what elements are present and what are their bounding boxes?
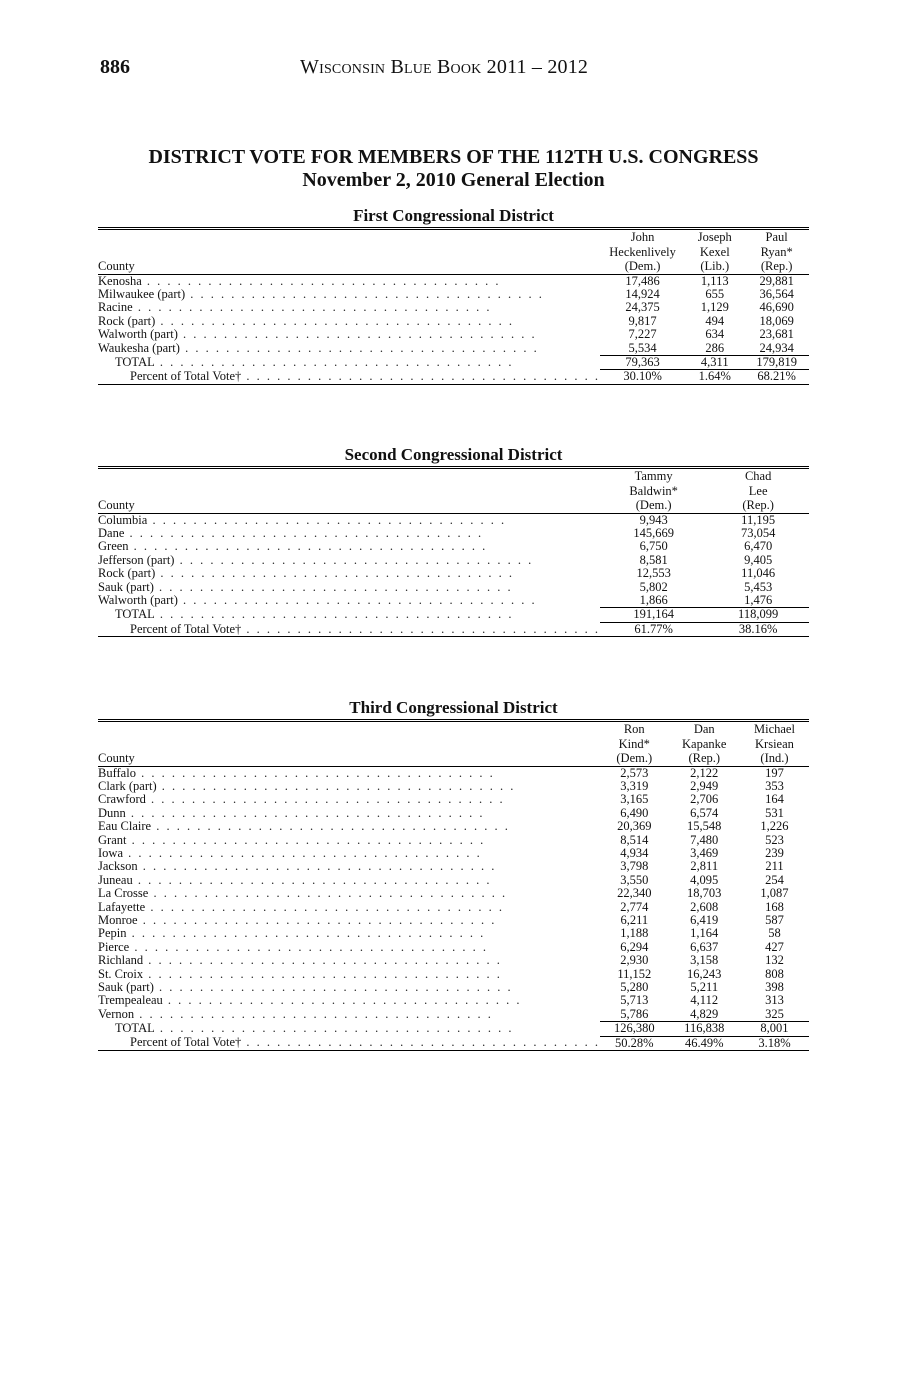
table-row [98,1008,809,1022]
dot-leader: . . . . . . . . . . . . . . . . . . . . . . . . . . . . . . . . . . . [241,1036,601,1050]
table-row [98,766,809,780]
table-row [98,927,809,940]
total-vote-count: 79,363 [600,355,685,369]
county-name: Sauk (part) [98,580,154,594]
candidate-header [744,229,809,275]
candidate-last: Kapanke [682,736,727,751]
candidate-party: (Lib.) [700,259,730,273]
candidate-first: John [630,230,655,244]
county-name: Trempealeau [98,994,163,1008]
percent-label: Percent of Total Vote† [130,622,242,636]
vote-count: 16,243 [687,966,722,981]
dot-leader: . . . . . . . . . . . . . . . . . . . . . . . . . . . . . . . . . . . [145,900,504,914]
vote-count: 11,195 [741,512,776,527]
percent-value: 68.21% [744,370,809,384]
county-column-header: County [98,751,135,765]
vote-count: 239 [765,845,784,860]
candidate-header [600,721,669,767]
county-name: St. Croix [98,967,144,981]
district-title: First Congressional District [353,206,554,225]
vote-count: 7,227 [628,327,657,342]
vote-count: 2,949 [690,778,719,793]
table-row [98,860,809,873]
vote-count: 22,340 [617,886,652,901]
dot-leader: . . . . . . . . . . . . . . . . . . . . . . . . . . . . . . . . . . . [155,567,515,581]
table-row [98,994,809,1007]
vote-count: 4,095 [690,872,719,887]
dot-leader: . . . . . . . . . . . . . . . . . . . . . . . . . . . . . . . . . . . [143,954,502,968]
page-title-line2: November 2, 2010 General Election [302,169,605,191]
vote-count: 3,319 [620,778,649,793]
percent-value: 1.64% [685,370,744,384]
page-title-line1: DISTRICT VOTE FOR MEMBERS OF THE 112TH U.S. CONGRESS [148,146,759,168]
candidate-first: Michael [753,722,795,736]
candidate-last: Lee [748,483,768,498]
table-row [98,941,809,954]
vote-count: 24,375 [625,300,660,315]
vote-count: 1,164 [690,926,719,941]
county-name: Dane [98,526,125,540]
vote-count: 2,774 [620,899,649,914]
table-row [98,807,809,820]
dot-leader: . . . . . . . . . . . . . . . . . . . . . . . . . . . . . . . . . . . [241,622,601,636]
vote-count: 1,866 [600,594,707,608]
vote-count: 1,226 [760,819,789,834]
dot-leader: . . . . . . . . . . . . . . . . . . . . . . . . . . . . . . . . . . . [126,927,486,941]
second-district-section [98,444,809,637]
vote-count: 2,930 [620,953,649,968]
percent-value: 61.77% [600,622,707,636]
table-row [98,567,809,580]
dot-leader: . . . . . . . . . . . . . . . . . . . . . . . . . . . . . . . . . . . [177,328,537,342]
percent-row [98,1036,809,1050]
vote-count: 1,113 [700,273,729,288]
table-row [98,834,809,847]
vote-count: 18,703 [687,886,722,901]
running-title: Wisconsin Blue Book 2011 – 2012 [300,56,589,78]
county-name: Clark (part) [98,779,157,793]
candidate-party: (Dem.) [624,259,661,273]
county-name: Kenosha [98,274,142,288]
dot-leader: . . . . . . . . . . . . . . . . . . . . . . . . . . . . . . . . . . . [137,913,497,927]
county-name: Walworth (part) [98,328,178,342]
percent-value: 46.49% [669,1036,740,1050]
vote-table [98,466,809,637]
table-row [98,780,809,793]
percent-value: 50.28% [600,1036,669,1050]
candidate-first: Paul [765,230,788,244]
dot-leader: . . . . . . . . . . . . . . . . . . . . . . . . . . . . . . . . . . . [185,287,544,301]
vote-count: 36,564 [759,286,794,301]
vote-count: 286 [685,342,744,356]
vote-count: 4,112 [690,993,719,1008]
dot-leader: . . . . . . . . . . . . . . . . . . . . . . . . . . . . . . . . . . . [151,820,510,834]
dot-leader: . . . . . . . . . . . . . . . . . . . . . . . . . . . . . . . . . . . [134,1008,493,1022]
vote-count: 168 [765,899,784,914]
vote-count: 4,829 [669,1008,740,1022]
vote-count: 1,476 [707,594,809,608]
vote-count: 197 [765,765,784,780]
total-vote-count: 116,838 [669,1022,740,1036]
candidate-first: Ron [623,722,645,736]
candidate-first: Dan [693,722,715,736]
vote-count: 73,054 [740,525,776,540]
candidate-last: Ryan* [760,244,793,259]
table-row [98,874,809,887]
vote-count: 11,046 [741,566,776,581]
vote-count: 3,165 [620,792,649,807]
county-name: Juneau [98,873,133,887]
vote-count: 5,211 [690,980,719,994]
vote-count: 353 [765,778,784,793]
county-name: Columbia [98,513,148,527]
vote-count: 5,713 [620,993,649,1008]
candidate-party: (Rep.) [760,259,793,273]
vote-count: 17,486 [625,273,660,288]
vote-count: 5,786 [600,1008,669,1022]
vote-count: 1,129 [700,300,729,315]
table-row [98,581,809,594]
vote-count: 2,811 [690,859,719,874]
county-name: Pepin [98,927,127,941]
candidate-party: (Rep.) [688,751,721,765]
vote-count: 2,573 [620,765,649,780]
dot-leader: . . . . . . . . . . . . . . . . . . . . . . . . . . . . . . . . . . . [154,355,514,369]
vote-count: 6,419 [690,912,719,927]
dot-leader: . . . . . . . . . . . . . . . . . . . . . . . . . . . . . . . . . . . [145,793,505,807]
dot-leader: . . . . . . . . . . . . . . . . . . . . . . . . . . . . . . . . . . . [162,994,522,1008]
county-name: Milwaukee (part) [98,287,186,301]
vote-count: 4,934 [620,845,649,860]
third-district-section [98,697,809,1051]
dot-leader: . . . . . . . . . . . . . . . . . . . . . . . . . . . . . . . . . . . [153,981,513,994]
table-row [98,274,809,288]
dot-leader: . . . . . . . . . . . . . . . . . . . . . . . . . . . . . . . . . . . [141,274,501,288]
dot-leader: . . . . . . . . . . . . . . . . . . . . . . . . . . . . . . . . . . . [147,513,507,527]
total-label: TOTAL [115,608,155,622]
county-name: Monroe [98,913,138,927]
table-row [98,914,809,927]
vote-count: 5,280 [620,980,649,994]
vote-count: 9,817 [628,313,657,328]
table-row [98,301,809,314]
county-name: La Crosse [98,887,149,901]
total-vote-count: 179,819 [744,355,809,369]
vote-count: 7,480 [690,832,719,847]
table-row [98,820,809,833]
table-row [98,540,809,553]
county-name: Grant [98,833,127,847]
page-number: 886 [100,56,130,78]
candidate-header-row [98,721,809,767]
percent-label: Percent of Total Vote† [130,370,242,384]
district-title: Second Congressional District [344,445,563,464]
candidate-header [685,229,744,275]
county-name: Walworth (part) [98,594,178,608]
candidate-last: Krsiean [755,736,794,751]
candidate-party: (Dem.) [616,751,653,765]
county-name: Lafayette [98,900,146,914]
table-row [98,793,809,806]
county-name: Sauk (part) [98,981,154,994]
dot-leader: . . . . . . . . . . . . . . . . . . . . . . . . . . . . . . . . . . . [153,580,513,594]
table-row [98,328,809,341]
table-row [98,513,809,527]
table-row [98,315,809,328]
county-name: Rock (part) [98,314,156,328]
vote-count: 9,405 [744,552,773,567]
vote-count: 29,881 [759,273,794,288]
vote-count: 587 [765,912,784,927]
vote-count: 6,211 [620,912,649,927]
county-name: Jefferson (part) [98,553,175,567]
vote-count: 24,934 [744,342,809,356]
total-row [98,1022,809,1036]
vote-count: 145,669 [633,525,674,540]
table-row [98,887,809,900]
candidate-header [600,229,685,275]
dot-leader: . . . . . . . . . . . . . . . . . . . . . . . . . . . . . . . . . . . [148,887,508,901]
county-name: Eau Claire [98,820,152,834]
vote-count: 132 [765,953,784,968]
dot-leader: . . . . . . . . . . . . . . . . . . . . . . . . . . . . . . . . . . . [132,301,492,315]
percent-value: 3.18% [740,1036,809,1050]
total-vote-count: 126,380 [600,1022,669,1036]
candidate-party: (Ind.) [760,751,789,765]
total-label: TOTAL [115,1022,155,1036]
table-row [98,554,809,567]
county-name: Buffalo [98,766,136,780]
candidate-last: Baldwin* [629,483,678,498]
county-column-header: County [98,259,135,273]
county-name: Richland [98,954,144,968]
table-row [98,968,809,981]
vote-count: 325 [740,1008,809,1022]
vote-count: 5,534 [600,342,685,356]
vote-count: 12,553 [636,566,671,581]
vote-count: 1,188 [620,926,649,941]
vote-count: 2,608 [690,899,719,914]
vote-count: 254 [765,872,784,887]
vote-count: 398 [765,980,784,994]
percent-value: 38.16% [707,622,809,636]
page-title [0,146,907,192]
county-name: Rock (part) [98,567,156,581]
county-name: Waukesha (part) [98,341,180,355]
vote-count: 3,550 [620,872,649,887]
vote-count: 58 [768,926,781,941]
vote-count: 2,122 [690,765,719,780]
candidate-last: Kind* [618,736,650,751]
candidate-first: Chad [744,469,772,483]
percent-row [98,622,809,636]
vote-count: 6,637 [690,939,719,954]
dot-leader: . . . . . . . . . . . . . . . . . . . . . . . . . . . . . . . . . . . [132,873,492,887]
dot-leader: . . . . . . . . . . . . . . . . . . . . . . . . . . . . . . . . . . . [174,553,534,567]
total-vote-count: 118,099 [707,608,809,622]
vote-count: 14,924 [625,286,660,301]
dot-leader: . . . . . . . . . . . . . . . . . . . . . . . . . . . . . . . . . . . [241,370,601,384]
dot-leader: . . . . . . . . . . . . . . . . . . . . . . . . . . . . . . . . . . . [137,860,497,874]
dot-leader: . . . . . . . . . . . . . . . . . . . . . . . . . . . . . . . . . . . [124,526,484,540]
total-label: TOTAL [115,355,155,369]
dot-leader: . . . . . . . . . . . . . . . . . . . . . . . . . . . . . . . . . . . [155,314,515,328]
vote-count: 5,453 [744,579,773,594]
district-title: Third Congressional District [349,698,558,717]
dot-leader: . . . . . . . . . . . . . . . . . . . . . . . . . . . . . . . . . . . [154,1022,514,1036]
county-name: Vernon [98,1008,135,1022]
vote-table [98,227,809,385]
candidate-party: (Dem.) [635,498,672,512]
dot-leader: . . . . . . . . . . . . . . . . . . . . . . . . . . . . . . . . . . . [143,967,502,981]
percent-row [98,370,809,384]
dot-leader: . . . . . . . . . . . . . . . . . . . . . . . . . . . . . . . . . . . [123,846,482,860]
table-row [98,901,809,914]
vote-count: 523 [765,832,784,847]
table-row [98,981,809,994]
total-row [98,355,809,369]
dot-leader: . . . . . . . . . . . . . . . . . . . . . . . . . . . . . . . . . . . [128,540,488,554]
vote-count: 9,943 [639,512,668,527]
vote-count: 634 [705,327,725,342]
vote-count: 3,469 [690,845,719,860]
vote-count: 8,581 [639,552,668,567]
candidate-header [669,721,740,767]
vote-count: 494 [705,313,725,328]
table-row [98,527,809,540]
table-row [98,342,809,356]
vote-count: 655 [705,286,725,301]
dot-leader: . . . . . . . . . . . . . . . . . . . . . . . . . . . . . . . . . . . [179,341,539,355]
vote-count: 808 [765,966,784,981]
vote-count: 8,514 [620,832,649,847]
candidate-first: Tammy [634,469,673,483]
vote-count: 5,802 [639,579,668,594]
candidate-first: Joseph [697,230,732,244]
vote-count: 6,470 [744,539,773,554]
vote-count: 1,087 [760,886,789,901]
county-column-header: County [98,498,135,512]
first-district-section [98,205,809,385]
dot-leader: . . . . . . . . . . . . . . . . . . . . . . . . . . . . . . . . . . . [129,940,488,954]
vote-count: 313 [765,993,784,1008]
dot-leader: . . . . . . . . . . . . . . . . . . . . . . . . . . . . . . . . . . . [154,608,514,622]
dot-leader: . . . . . . . . . . . . . . . . . . . . . . . . . . . . . . . . . . . [156,779,516,793]
vote-count: 11,152 [617,966,652,981]
county-name: Iowa [98,846,123,860]
vote-count: 6,294 [620,939,649,954]
candidate-last: Heckenlively [609,244,676,259]
county-name: Pierce [98,940,130,954]
dot-leader: . . . . . . . . . . . . . . . . . . . . . . . . . . . . . . . . . . . [125,806,485,820]
county-name: Green [98,540,129,554]
vote-count: 3,798 [620,859,649,874]
total-vote-count: 8,001 [740,1022,809,1036]
candidate-header [707,468,809,514]
vote-count: 23,681 [759,327,794,342]
county-name: Crawford [98,793,146,807]
county-name: Racine [98,301,133,315]
vote-count: 46,690 [759,300,794,315]
total-vote-count: 4,311 [685,355,744,369]
vote-count: 531 [765,805,784,820]
vote-count: 6,490 [620,805,649,820]
vote-count: 2,706 [690,792,719,807]
candidate-header-row [98,468,809,514]
table-row [98,594,809,608]
vote-count: 6,574 [690,805,719,820]
vote-count: 211 [765,859,784,874]
percent-label: Percent of Total Vote† [130,1036,242,1050]
total-vote-count: 191,164 [600,608,707,622]
table-row [98,954,809,967]
page-header [100,56,810,80]
percent-value: 30.10% [600,370,685,384]
candidate-party: (Rep.) [742,498,774,512]
vote-count: 18,069 [759,313,794,328]
dot-leader: . . . . . . . . . . . . . . . . . . . . . . . . . . . . . . . . . . . [177,594,537,608]
vote-count: 15,548 [687,819,722,834]
county-name: Dunn [98,806,126,820]
total-row [98,608,809,622]
candidate-header [740,721,809,767]
vote-count: 3,158 [690,953,719,968]
table-row [98,288,809,301]
candidate-header-row [98,229,809,275]
candidate-header [600,468,707,514]
table-row [98,847,809,860]
vote-count: 427 [765,939,784,954]
vote-count: 20,369 [617,819,652,834]
dot-leader: . . . . . . . . . . . . . . . . . . . . . . . . . . . . . . . . . . . [135,766,495,780]
vote-count: 6,750 [639,539,668,554]
county-name: Jackson [98,860,138,874]
dot-leader: . . . . . . . . . . . . . . . . . . . . . . . . . . . . . . . . . . . [126,833,486,847]
vote-table [98,719,809,1051]
vote-count: 164 [765,792,784,807]
candidate-last: Kexel [699,244,730,259]
